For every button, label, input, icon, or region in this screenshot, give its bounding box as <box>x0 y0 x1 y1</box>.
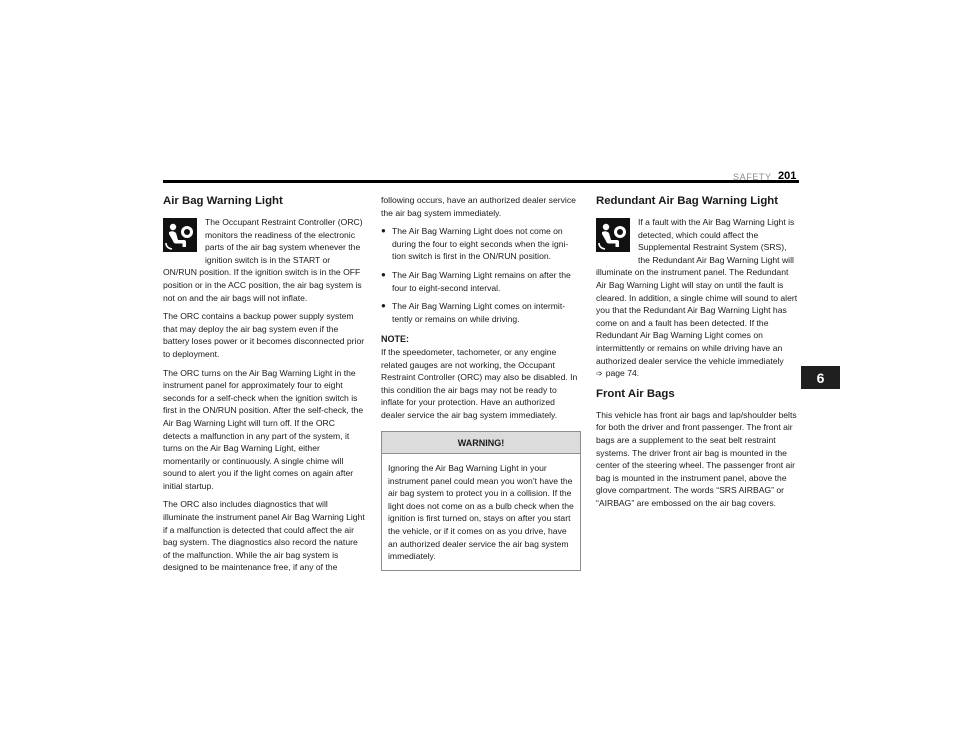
airbag-warning-icon <box>163 218 197 252</box>
bullet-list <box>381 225 581 325</box>
bullet-dot: ● <box>381 269 386 279</box>
list-item-text: The Air Bag Warning Light remains on after the four to eight-second interval. <box>392 269 571 293</box>
list-item-text: The Air Bag Warning Light does not come on during the four to eight seconds when the igni-tion switch is first in the ON/RUN position. <box>392 226 569 262</box>
paragraph: The ORC also includes diagnostics that will illuminate the instrument panel Air Bag Warning Light if a malfunction is detected that could affect the air bag system. The diagnostics also record the nature of the malfunction. While the air bag system is designed to be maintenance free, if any of the <box>163 499 365 573</box>
paragraph: The ORC turns on the Air Bag Warning Light in the instrument panel for approximately four to eight seconds for a self-check when the ignition switch is first in the ON/RUN position. After the self-check, the Air Bag Warning Light will turn off. If the ORC detects a malfunction in any part of the system, it turns on the Air Bag Warning Light, either momentarily or continuously. A single chime will sound to alert you if the light comes on again after initial startup. <box>163 367 364 491</box>
airbag-warning-icon <box>596 218 630 252</box>
header-section-title: SAFETY <box>733 172 772 182</box>
header-rule <box>163 180 799 183</box>
chapter-tab[interactable]: 6 <box>801 366 840 389</box>
paragraph: This vehicle has front air bags and lap/shoulder belts for both the driver and front passenger. The front air bags are a supplement to the seat belt restraint systems. The driver front air bag is mounted in the center of the steering wheel. The passenger front air bag is mounted in the instrument panel, above the glove compartment. The words “SRS AIRBAG” or “AIRBAG” are embossed on the air bag covers. <box>596 409 797 508</box>
bullet-dot: ● <box>381 226 386 236</box>
paragraph: following occurs, have an authorized dealer service the air bag system immediately. <box>381 195 576 218</box>
column-1 <box>163 194 365 580</box>
page-reference-link[interactable]: page 74. <box>605 368 640 379</box>
heading-redundant-air-bag-warning-light: Redundant Air Bag Warning Light <box>596 195 779 207</box>
heading-front-air-bags: Front Air Bags <box>596 387 675 400</box>
warning-title: WARNING! <box>382 432 580 455</box>
paragraph-text: If a fault with the Air Bag Warning Light is detected, which could affect the Supplemental Restraint System (SRS), the Redundant Air Bag Warning Light will illuminate on the instrument panel. The Redundant Air Bag Warning Light will stay on until the fault is cleared. In addition, a single chime will sound to alert you that the Redundant Air Bag Warning Light has come on and a fault has been detected. If the Redundant Air Bag Warning Light comes on intermittently or remains on while driving have an authorized dealer service the vehicle immediately <box>596 217 798 366</box>
list-item <box>381 225 581 263</box>
note-text: If the speedometer, tachometer, or any engine related gauges are not working, the Occupant Restraint Controller (ORC) may also be disabled. In this condition the air bags may not be ready to inflate for your protection. Have an authorized dealer service the air bag system immediately. <box>381 346 578 420</box>
heading-air-bag-warning-light: Air Bag Warning Light <box>163 195 283 207</box>
list-item-text: The Air Bag Warning Light comes on intermit-tently or remains on while driving. <box>392 301 566 324</box>
warning-text: Ignoring the Air Bag Warning Light in your instrument panel could mean you won’t have the air bag system to protect you in a collision. If the light does not come on as a bulb check when the ignition is first turned on, stays on after you start the vehicle, or if it comes on as you drive, have an authorized dealer service the air bag system immediately. <box>388 463 574 562</box>
column-3 <box>596 194 799 515</box>
bullet-dot: ● <box>381 301 386 311</box>
paragraph: The ORC contains a backup power supply system that may deploy the air bag system even if the battery loses power or it becomes disconnected prior to deployment. <box>163 311 365 359</box>
column-2 <box>381 194 581 571</box>
list-item <box>381 300 581 325</box>
page-number: 201 <box>778 170 797 182</box>
paragraph: The Occupant Restraint Controller (ORC) monitors the readiness of the electronic parts of the air bag system whenever the ignition switch is in the START or ON/RUN position. If the ignition switch is in the OFF position or in the ACC position, the air bag system is not on and the air bags will not inflate. <box>163 217 363 303</box>
list-item <box>381 269 581 294</box>
note-label: NOTE: <box>381 334 409 345</box>
arrow-right-icon: ➩ <box>596 369 603 379</box>
warning-box <box>381 431 581 571</box>
